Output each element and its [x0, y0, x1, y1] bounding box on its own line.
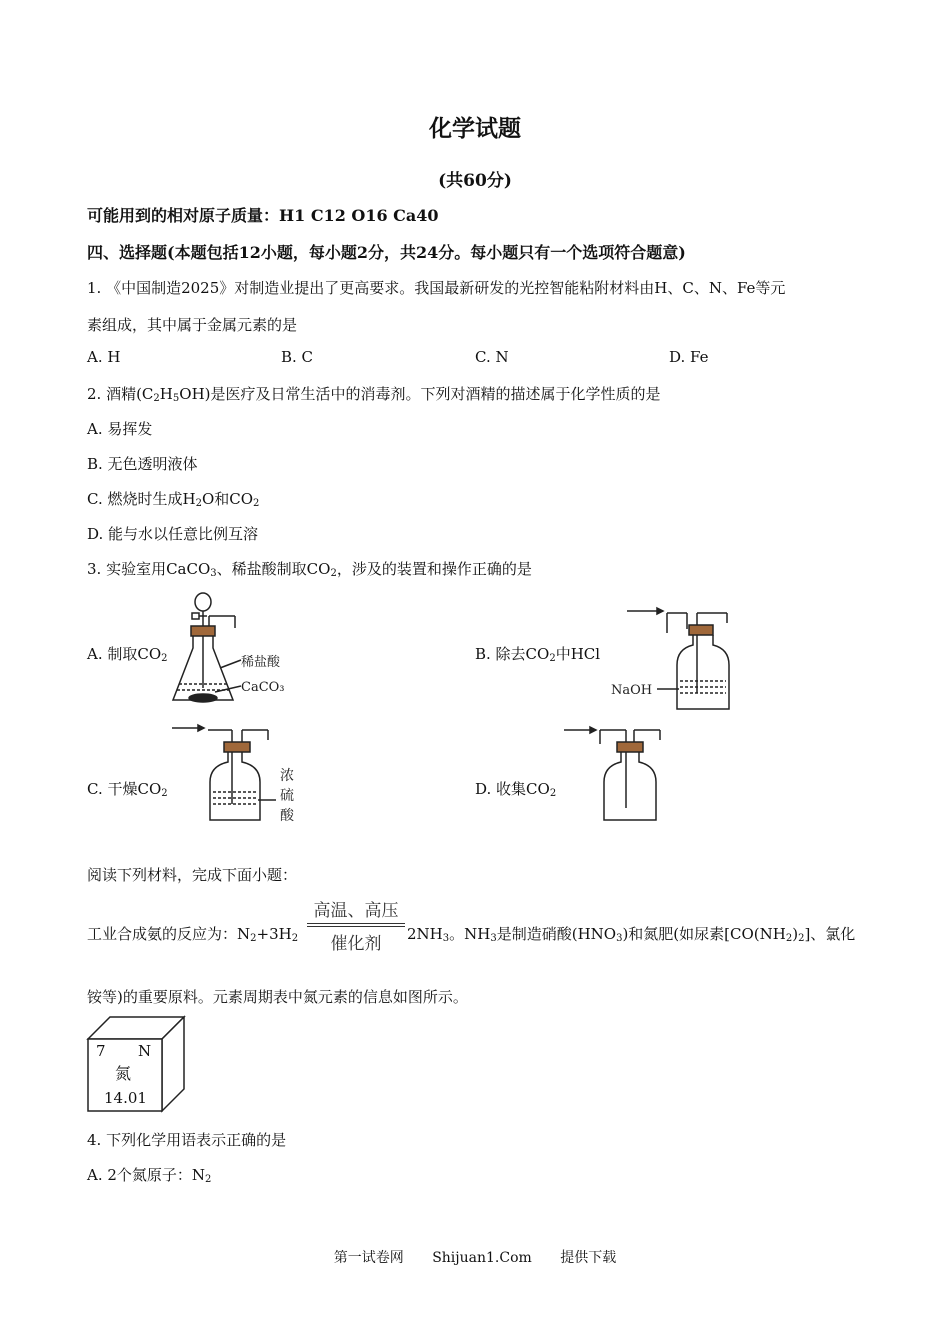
- element-cell-nitrogen: [86, 1015, 188, 1113]
- page-subtitle: (共60分): [438, 171, 512, 191]
- reaction-condition: [307, 896, 405, 954]
- condition-top: 高温、高压: [313, 901, 399, 921]
- q4-stem: 4. 下列化学用语表示正确的是: [87, 1131, 287, 1149]
- reading-eq-left: 工业合成氨的反应为：$N_2+3H_2$: [87, 925, 299, 944]
- q2-option-d: D. 能与水以任意比例互溶: [87, 525, 259, 543]
- label-h2so4-3: 酸: [280, 808, 294, 824]
- q1-stem-line1: 1. 《中国制造2025》对制造业提出了更高要求。我国最新研发的光控智能粘附材料由H、C、N、Fe等元: [87, 279, 786, 297]
- q1-option-c: C. N: [475, 348, 509, 366]
- atomic-masses: 可能用到的相对原子质量：H1 C12 O16 Ca40: [87, 206, 439, 225]
- label-naoh: NaOH: [611, 683, 653, 698]
- q1-option-d: D. Fe: [669, 348, 709, 366]
- element-mass: 14.01: [104, 1089, 147, 1107]
- equals-sign: [307, 923, 405, 927]
- q3-stem: 3. 实验室用CaCO$_3$、稀盐酸制取$CO_2$，涉及的装置和操作正确的是: [87, 560, 532, 579]
- condition-bottom: 催化剂: [330, 934, 382, 954]
- element-number: 7: [96, 1042, 106, 1060]
- apparatus-b-wash-bottle: [605, 605, 740, 715]
- label-h2so4-1: 浓: [280, 768, 294, 784]
- reading-intro: 阅读下列材料，完成下面小题：: [87, 866, 298, 884]
- apparatus-a-generator: [165, 588, 310, 713]
- q3-option-d: D. 收集$CO_2$: [475, 780, 557, 799]
- q1-stem-line2: 素组成，其中属于金属元素的是: [87, 316, 298, 334]
- page-title: 化学试题: [429, 115, 521, 142]
- q4-option-a: A. 2个氮原子：$N_2$: [87, 1166, 212, 1185]
- q3-option-a: A. 制取$CO_2$: [87, 645, 168, 664]
- q3-option-c: C. 干燥$CO_2$: [87, 780, 168, 799]
- label-caco3: CaCO₃: [241, 680, 285, 695]
- element-symbol: N: [138, 1042, 152, 1060]
- q1-option-a: A. H: [87, 348, 121, 366]
- q3-option-b: B. 除去$CO_2$中HCl: [475, 645, 601, 664]
- label-h2so4-2: 硫: [280, 788, 294, 804]
- reading-eq-right: $2NH_3$。$NH_3$是制造硝酸$(HNO_3)$和氮肥(如尿素$[CO(NH_2)_2]$、氯化: [407, 925, 856, 944]
- apparatus-d-collection-bottle: [560, 720, 670, 830]
- q2-stem: 2. 酒精$(C_2H_5OH)$是医疗及日常生活中的消毒剂。下列对酒精的描述属于化学性质的是: [87, 385, 661, 404]
- reading-line2: 铵等)的重要原料。元素周期表中氮元素的信息如图所示。: [87, 988, 468, 1006]
- element-name: 氮: [115, 1064, 132, 1083]
- section-heading: 四、选择题(本题包括12小题，每小题2分，共24分。每小题只有一个选项符合题意): [87, 243, 686, 262]
- footer-provide: 提供下载: [560, 1250, 617, 1266]
- apparatus-c-drying-bottle: [168, 720, 308, 830]
- footer: [0, 1247, 950, 1267]
- q2-option-c: C. 燃烧时生成$H_2O$和$CO_2$: [87, 490, 260, 509]
- footer-site-en[interactable]: Shijuan1.Com: [432, 1250, 532, 1266]
- q1-option-b: B. C: [281, 348, 314, 366]
- label-hydrochloric-acid: 稀盐酸: [241, 655, 281, 670]
- q2-option-b: B. 无色透明液体: [87, 455, 198, 473]
- q2-option-a: A. 易挥发: [87, 420, 153, 438]
- footer-site-cn: 第一试卷网: [333, 1250, 404, 1266]
